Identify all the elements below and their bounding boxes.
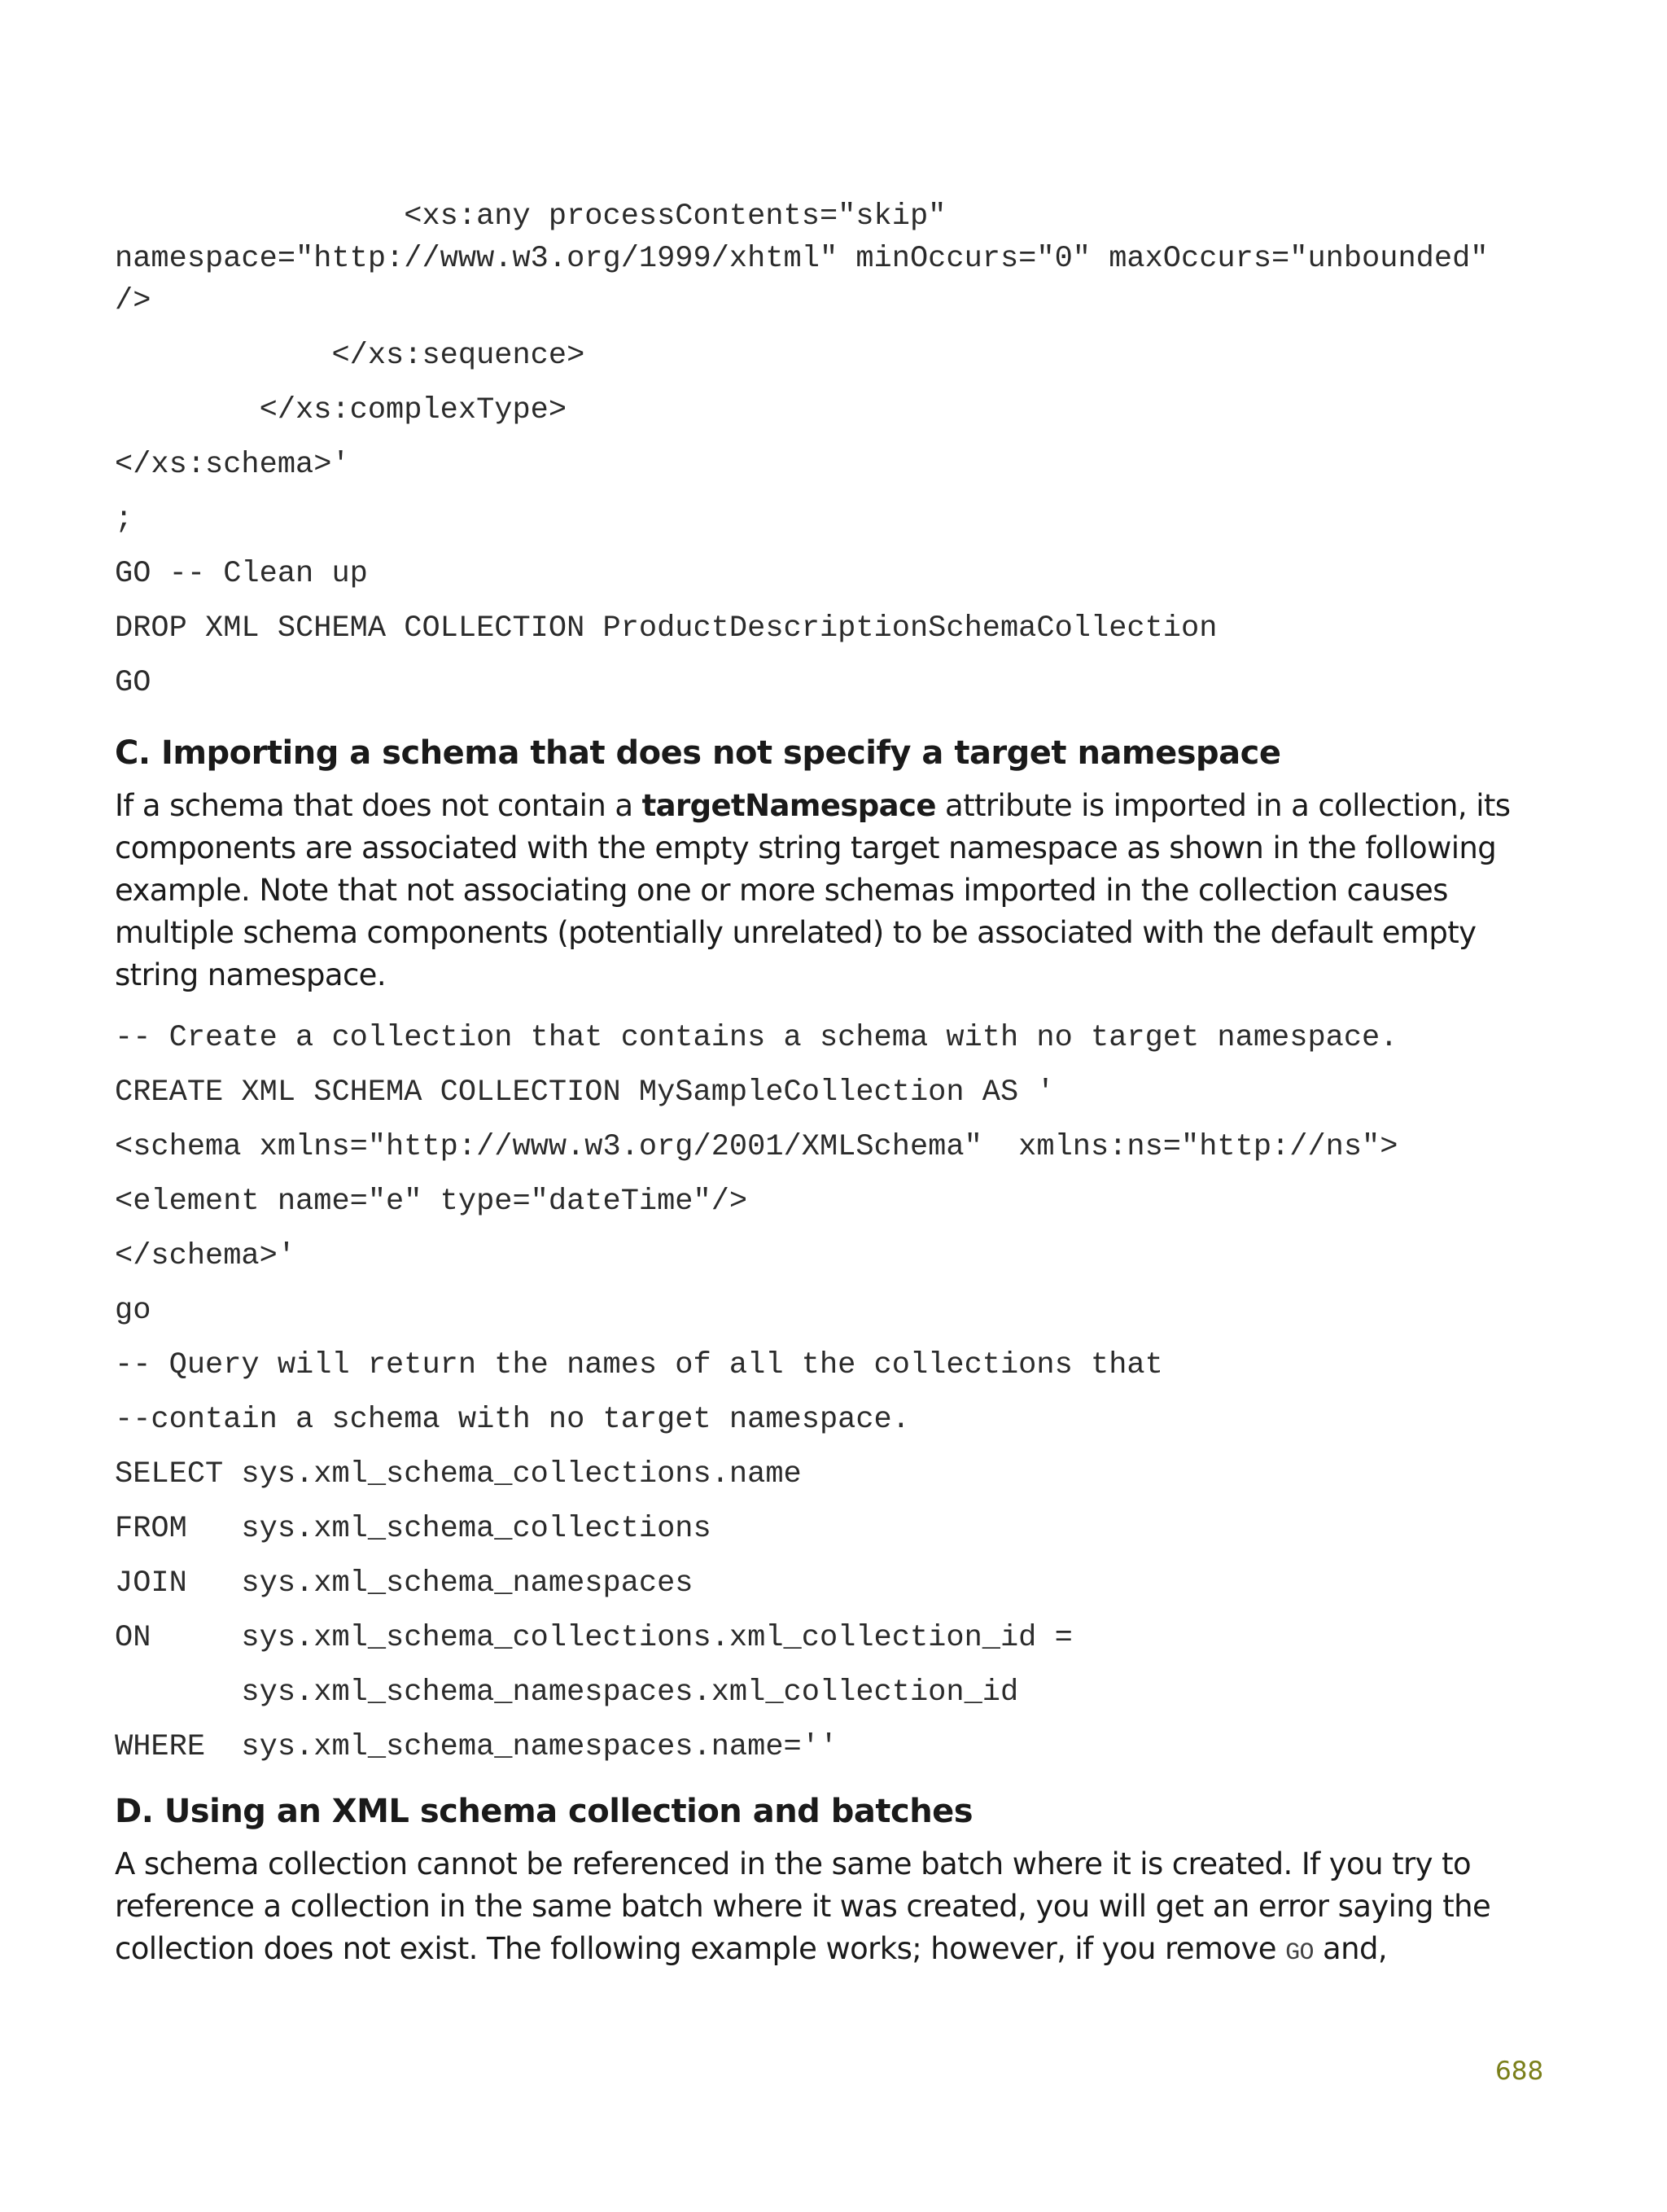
paragraph-line bbox=[115, 1928, 1531, 1974]
code-line: go bbox=[115, 1294, 151, 1328]
text-run: attribute is imported in a collection, its bbox=[935, 788, 1511, 823]
paragraph-line: string namespace. bbox=[115, 957, 387, 992]
code-block-sample-collection bbox=[115, 1017, 1398, 1768]
code-line: WHERE sys.xml_schema_namespaces.name='' bbox=[115, 1730, 838, 1764]
paragraph-line: reference a collection in the same batch where it was created, you will get an error saying the bbox=[115, 1889, 1491, 1924]
code-line: <element name="e" type="dateTime"/> bbox=[115, 1185, 748, 1219]
code-line: ; bbox=[115, 502, 133, 537]
paragraph-line: components are associated with the empty string target namespace as shown in the following bbox=[115, 830, 1497, 865]
code-line: SELECT sys.xml_schema_collections.name bbox=[115, 1457, 802, 1491]
code-line: <xs:any processContents="skip" bbox=[115, 199, 947, 234]
section-d-heading: D. Using an XML schema collection and batches bbox=[115, 1793, 974, 1830]
text-run: collection does not exist. The following example works; however, if you remove bbox=[115, 1931, 1286, 1966]
paragraph-line bbox=[115, 785, 1531, 827]
page-number: 688 bbox=[1495, 2057, 1544, 2086]
code-line: </schema>' bbox=[115, 1239, 296, 1273]
code-line: GO -- Clean up bbox=[115, 557, 368, 591]
code-line: ON sys.xml_schema_collections.xml_collection_id = bbox=[115, 1621, 1073, 1655]
text-run: If a schema that does not contain a bbox=[115, 788, 642, 823]
code-line: FROM sys.xml_schema_collections bbox=[115, 1512, 711, 1546]
code-line: </xs:sequence> bbox=[115, 339, 585, 373]
text-run: and, bbox=[1313, 1931, 1388, 1966]
paragraph-line: A schema collection cannot be referenced in the same batch where it is created. If you try to bbox=[115, 1846, 1472, 1881]
paragraph-line: multiple schema components (potentially unrelated) to be associated with the default empty bbox=[115, 915, 1477, 950]
code-block-schema-end bbox=[115, 195, 1488, 704]
code-line: </xs:complexType> bbox=[115, 393, 567, 427]
paragraph-line: example. Note that not associating one or more schemas imported in the collection causes bbox=[115, 873, 1448, 908]
section-c-paragraph bbox=[115, 785, 1531, 996]
code-line: DROP XML SCHEMA COLLECTION ProductDescriptionSchemaCollection bbox=[115, 611, 1218, 646]
code-line: --contain a schema with no target namespace. bbox=[115, 1403, 910, 1437]
section-d-paragraph bbox=[115, 1843, 1531, 1974]
inline-code-go: GO bbox=[1285, 1939, 1314, 1967]
code-line: </xs:schema>' bbox=[115, 448, 350, 482]
code-line: namespace="http://www.w3.org/1999/xhtml" minOccurs="0" maxOccurs="unbounded" bbox=[115, 242, 1489, 276]
section-c-heading: C. Importing a schema that does not specify a target namespace bbox=[115, 734, 1281, 772]
code-line: sys.xml_schema_namespaces.xml_collection_id bbox=[115, 1675, 1019, 1710]
code-line: /> bbox=[115, 284, 151, 318]
code-line: GO bbox=[115, 666, 151, 700]
code-line: CREATE XML SCHEMA COLLECTION MySampleCollection AS ' bbox=[115, 1075, 1055, 1110]
code-line: -- Create a collection that contains a schema with no target namespace. bbox=[115, 1021, 1398, 1055]
target-namespace-term: targetNamespace bbox=[641, 788, 936, 823]
code-line: JOIN sys.xml_schema_namespaces bbox=[115, 1566, 693, 1601]
code-line: -- Query will return the names of all the collections that bbox=[115, 1348, 1163, 1382]
code-line: <schema xmlns="http://www.w3.org/2001/XMLSchema" xmlns:ns="http://ns"> bbox=[115, 1130, 1398, 1164]
